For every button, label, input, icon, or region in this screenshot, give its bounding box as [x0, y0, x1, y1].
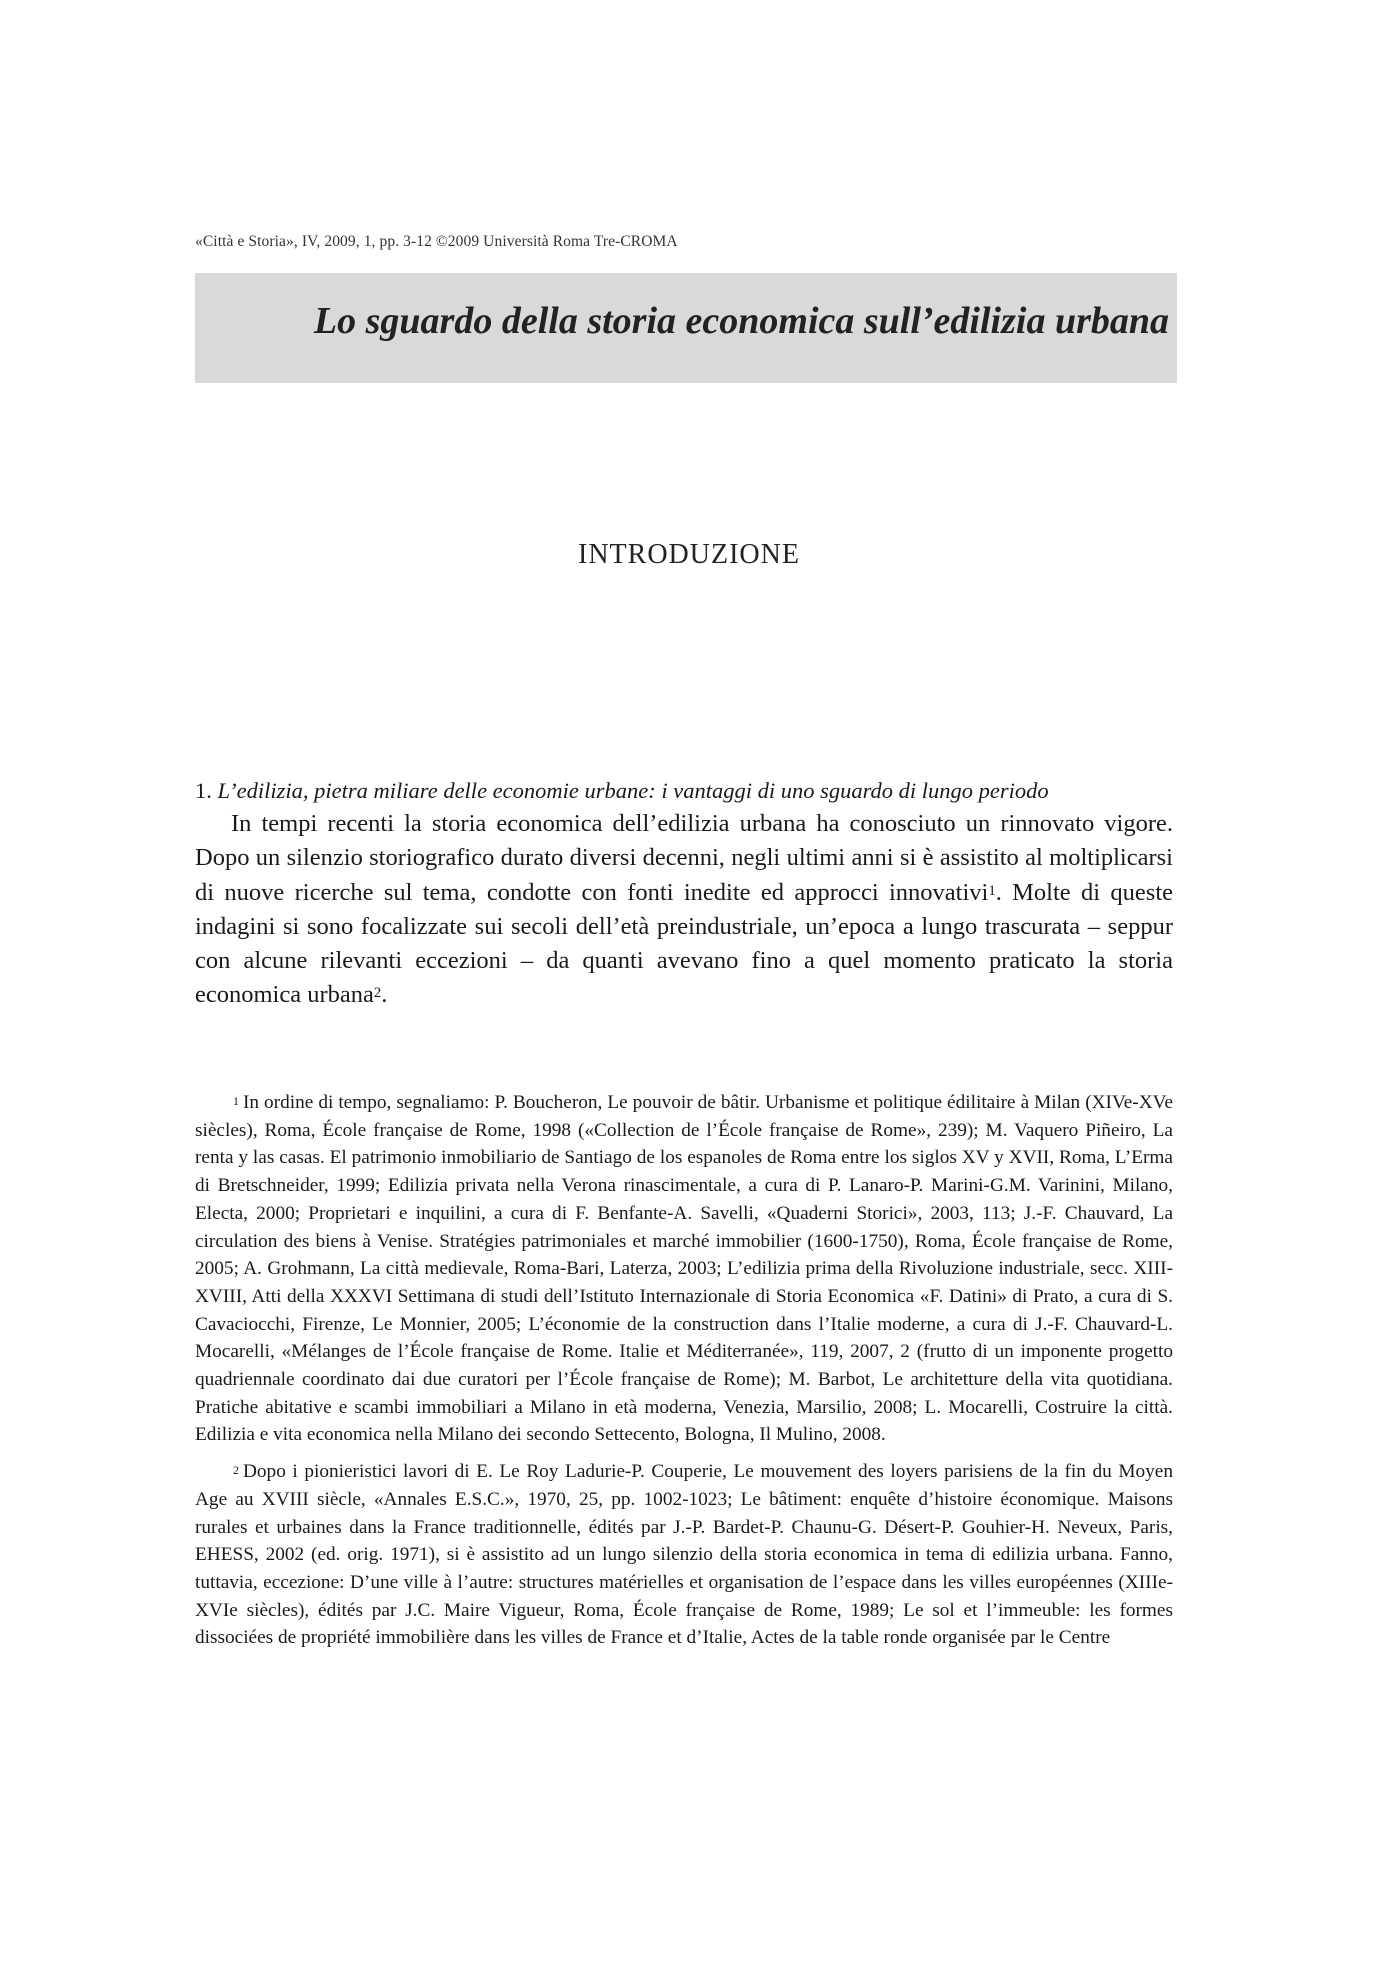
footnote-text: In ordine di tempo, segnaliamo: P. Boucheron, Le pouvoir de bâtir. Urbanisme et politique édilitaire à Milan (XIVe-XVe siècles), Roma, École française de Rome, 1998 («Collection de l’École française de Rome», 239); M. Vaquero Piñeiro, La renta y las casas. El patrimonio inmobiliario de Santiago de los espanoles de Roma entre los siglos XV y XVII, Roma, L’Erma di Bretschneider, 1999; Edilizia privata nella Verona rinascimentale, a cura di P. Lanaro-P. Marini-G.M. Varinini, Milano, Electa, 2000; Proprietari e inquilini, a cura di F. Benfante-A. Savelli, «Quaderni Storici», 2003, 113; J.-F. Chauvard, La circulation des biens à Venise. Stratégies patrimoniales et marché immobilier (1600-1750), Roma, École française de Rome, 2005; A. Grohmann, La città medievale, Roma-Bari, Laterza, 2003; L’edilizia prima della Rivoluzione industriale, secc. XIII-XVIII, Atti della XXXVI Settimana di studi dell’Istituto Internazionale di Storia Economica «F. Datini» di Prato, a cura di S. Cavaciocchi, Firenze, Le Monnier, 2005; L’économie de la construction dans l’Italie moderne, a cura di J.-F. Chauvard-L. Mocarelli, «Mélanges de l’École française de Rome. Italie et Méditerranée», 119, 2007, 2 (frutto di un imponente progetto quadriennale coordinato dai due curatori per l’École française de Rome); M. Barbot, Le architetture della vita quotidiana. Pratiche abitative e scambi immobiliari a Milano in età moderna, Venezia, Marsilio, 2008; L. Mocarelli, Costruire la città. Edilizia e vita economica nella Milano dei secondo Settecento, Bologna, Il Mulino, 2008. [195, 1092, 1173, 1446]
article-title: Lo sguardo della storia economica sull’edilizia urbana [313, 300, 1169, 342]
subsection-title: L’edilizia, pietra miliare delle economie urbane: i vantaggi di uno sguardo di lungo periodo [217, 778, 1049, 803]
footnotes [195, 1089, 1173, 1661]
footnote-ref-1[interactable]: 1 [988, 882, 996, 899]
subsection-number: 1. [195, 778, 212, 803]
footnote-number: 2 [233, 1463, 239, 1478]
footnote-1 [195, 1089, 1173, 1449]
section-heading: INTRODUZIONE [578, 539, 800, 570]
subsection-heading [195, 774, 1173, 807]
footnote-2 [195, 1458, 1173, 1652]
footnote-text: Dopo i pionieristici lavori di E. Le Roy Ladurie-P. Couperie, Le mouvement des loyers parisiens de la fin du Moyen Age au XVIII siècle, «Annales E.S.C.», 1970, 25, pp. 1002-1023; Le bâtiment: enquête d’histoire économique. Maisons rurales et urbaines dans la France traditionnelle, édités par J.-P. Bardet-P. Chaunu-G. Désert-P. Gouhier-H. Neveux, Paris, EHESS, 2002 (ed. orig. 1971), si è assistito ad un lungo silenzio della storia economica in tema di edilizia urbana. Fanno, tuttavia, eccezione: D’une ville à l’autre: structures matérielles et organisation de l’espace dans les villes européennes (XIIIe-XVIe siècles), édités par J.C. Maire Vigueur, Roma, École française de Rome, 1989; Le sol et l’immeuble: les formes dissociées de propriété immobilière dans les villes de France et d’Italie, Actes de la table ronde organisée par le Centre [195, 1461, 1173, 1649]
title-band [195, 273, 1177, 383]
footnote-ref-2[interactable]: 2 [373, 985, 382, 1002]
body-text [195, 774, 1173, 1013]
footnote-number: 1 [233, 1094, 239, 1108]
journal-citation: «Città e Storia», IV, 2009, 1, pp. 3-12 ©2009 Università Roma Tre-CROMA [195, 233, 678, 250]
paragraph-text-2: . Molte di queste indagini si sono focalizzate sui secoli dell’età preindustriale, un’epoca a lungo trascurata – seppur con alcune rilevanti eccezioni – da quanti avevano fino a quel momento praticato la storia economica urbana [195, 878, 1173, 1009]
paragraph-text-1: In tempi recenti la storia economica dell’edilizia urbana ha conosciuto un rinnovato vigore. Dopo un silenzio storiografico durato diversi decenni, negli ultimi anni si è assistito al moltiplicarsi di nuove ricerche sul tema, condotte con fonti inedite ed approcci innovativi [195, 810, 1173, 906]
paragraph [195, 807, 1173, 1013]
paragraph-text-3: . [381, 981, 388, 1009]
